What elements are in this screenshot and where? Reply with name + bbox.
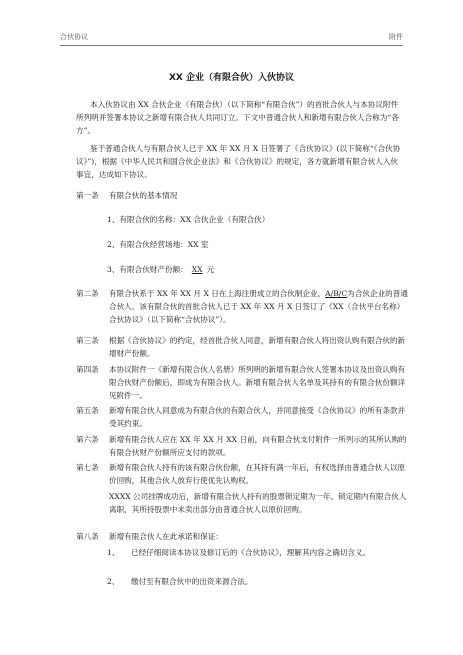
article-3-text: 根据《合伙协议》的约定，经首批合伙人同意，新增有限合伙人将出资认购有限合伙的新增财产份额。 (109, 336, 406, 358)
article-4-number: 第四条 (76, 365, 99, 374)
header-left: 合伙协议 (60, 33, 88, 41)
article-6-text: 新增有限合伙人应在 XX 年 XX 月 XX 日前，向有限合伙支付附件一所列示的其所认购的有限合伙财产份额所应支付的款项。 (109, 435, 407, 457)
article-6-number: 第六条 (76, 435, 99, 444)
article-1-item-3-prefix: 3、有限合伙财产份额： (107, 265, 188, 274)
article-1-item-1: 1、有限合伙的名称：XX 合伙企业（有限合伙） (107, 215, 270, 224)
article-2 (76, 287, 408, 326)
article-7-text: 新增有限合伙人持有的该有限合伙份额，在其持有满一年后，有权选择由普通合伙人以原价回购，其他合伙人放弃行使优先认购权。 (109, 463, 406, 485)
article-2-text-b: 为合伙企业的普通合伙人。该有限合伙的首批合伙人已于 XX 年 XX 月 X 日签订了《XX（合伙平台名称）合伙协议》（以下简称“合伙协议”）。 (109, 289, 408, 324)
article-8-item-1-text: 已经仔细阅读本协议及修订后的《合伙协议》，理解其内容之确切含义。 (131, 548, 371, 557)
article-2-text-a: 有限合伙系于 XX 年 XX 月 X 日在上海注册成立的合伙制企业， (109, 289, 326, 298)
article-1 (76, 189, 408, 202)
article-5 (76, 404, 408, 430)
article-7-number: 第七条 (76, 463, 99, 472)
article-1-item-2: 2、有限合伙经营场地：XX 室 (107, 240, 209, 249)
article-5-number: 第五条 (76, 406, 99, 415)
article-8 (76, 530, 408, 543)
article-8-item-1 (107, 546, 407, 559)
article-7 (76, 461, 408, 487)
article-8-item-2 (107, 575, 407, 588)
article-2-number: 第二条 (76, 289, 99, 298)
intro-paragraph-1: 本入伙协议由 XX 合伙企业（有限合伙）（以下简称“有限合伙”）的首批合伙人与本协议附件所列明并签署本协议之新增有限合伙人共同订立。下文中普通合伙人和新增有限合伙人合称为“各方”。 (76, 100, 399, 135)
article-1-text: 有限合伙的基本情况 (109, 191, 178, 200)
article-3 (76, 334, 408, 360)
article-8-item-2-text: 缴付至有限合伙中的出资来源合法。 (131, 577, 253, 586)
document-title: XX 企业（有限合伙）入伙协议 (168, 73, 294, 83)
article-1-item-3 (107, 263, 387, 276)
article-3-number: 第三条 (76, 336, 99, 345)
header-rule (60, 45, 403, 46)
article-5-text: 新增有限合伙人同意成为有限合伙的有限合伙人，并同意接受《合伙协议》的所有条款并受其约束。 (109, 406, 406, 428)
article-4 (76, 363, 408, 402)
article-8-item-2-number: 2、 (107, 577, 120, 586)
article-1-item-3-value: XX (191, 265, 203, 274)
article-4-text: 本协议附件一《新增有限合伙人名册》所列明的新增有限合伙人签署本协议及出资认购有限合伙财产份额后，即成为有限合伙人。新增有限合伙人名单及其持有的有限合伙份额详见附件一。 (109, 365, 406, 400)
article-8-text: 新增有限合伙人在此承诺和保证： (109, 532, 223, 541)
page-header (60, 30, 403, 44)
article-6 (76, 433, 408, 459)
article-7-extra: XXXX 公司挂牌成功后，新增有限合伙人持有的股票锁定期为一年。锁定期内有限合伙人离职，其所持股票中未卖出部分由普通合伙人以原价回购。 (109, 492, 407, 514)
article-8-number: 第八条 (76, 532, 99, 541)
intro-paragraph-2: 鉴于普通合伙人与有限合伙人已于 XX 年 XX 月 X 日签署了《合伙协议》(以下简称“《合伙协议》”)，根据《中华人民共和国合伙企业法》和《合伙协议》的规定，各方就新增有限合伙人入伙事宜，达成如下协议。 (76, 144, 401, 179)
article-2-text (109, 287, 408, 326)
article-8-item-1-number: 1、 (107, 548, 120, 557)
header-right: 附件 (389, 33, 403, 41)
article-1-number: 第一条 (76, 191, 99, 200)
article-2-partner-names: A/B/C (325, 289, 348, 298)
article-1-item-3-suffix: 元 (206, 265, 215, 274)
